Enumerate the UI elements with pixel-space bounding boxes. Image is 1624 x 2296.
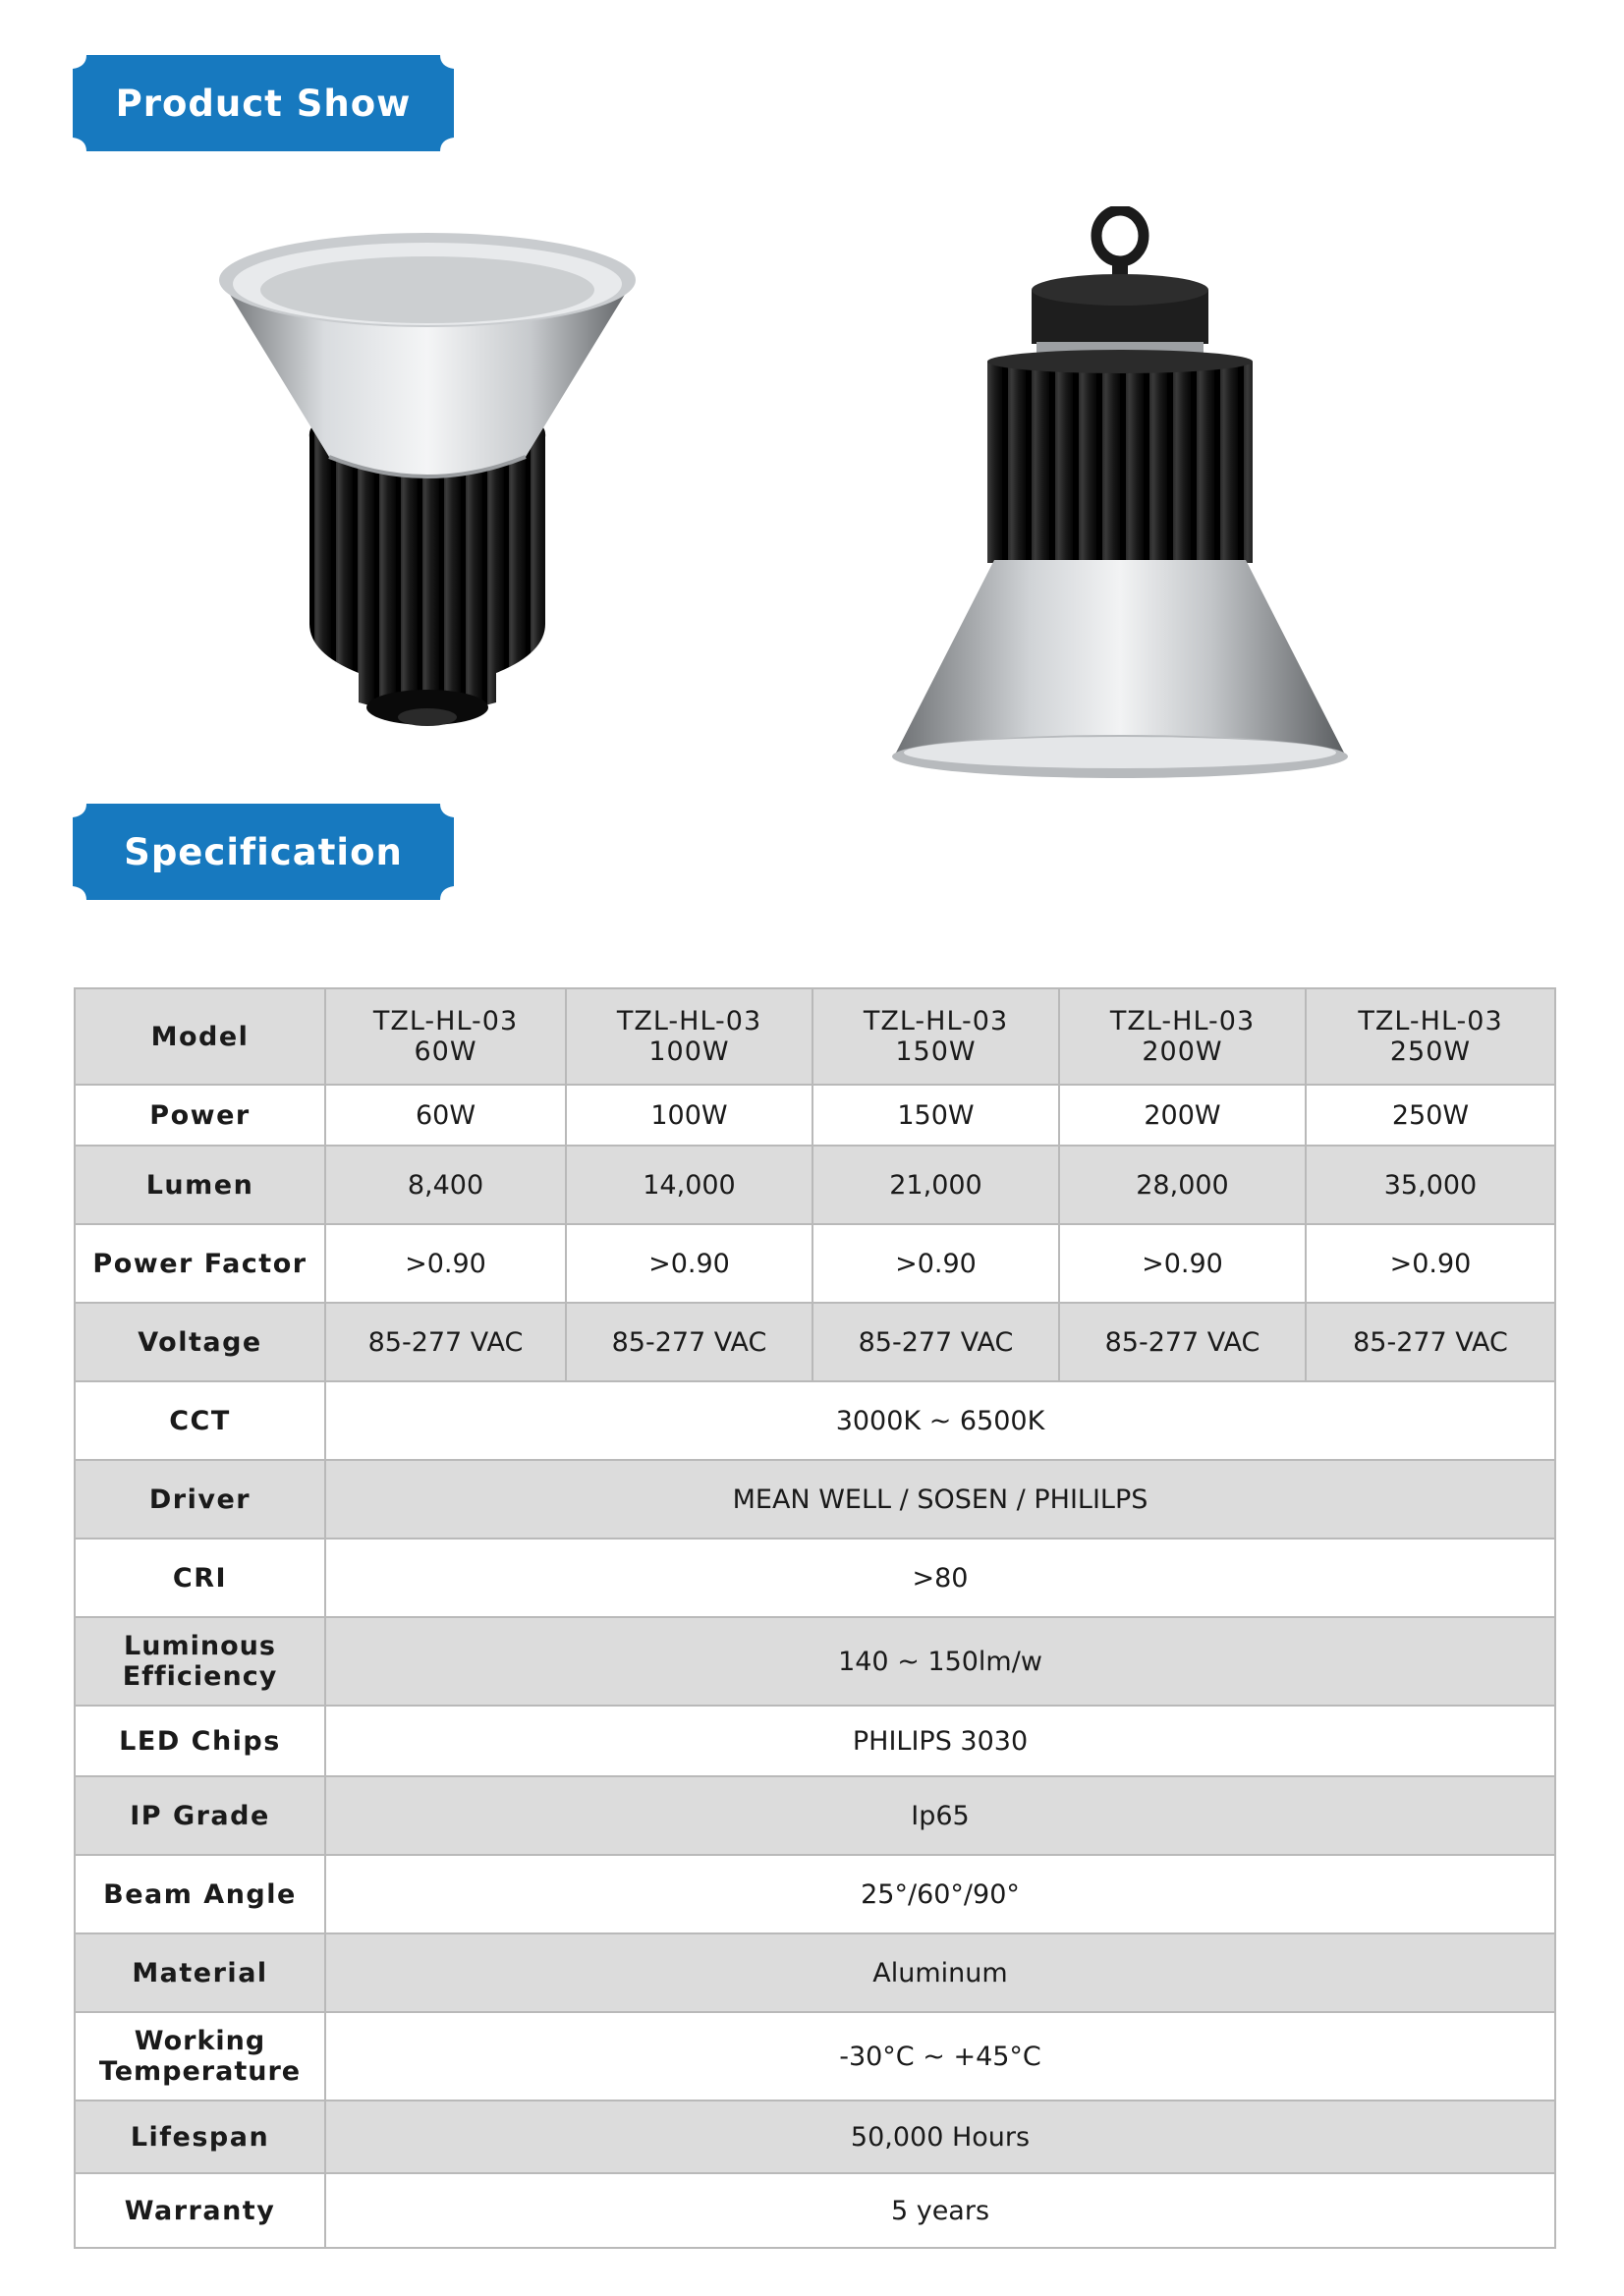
table-row-luminous-efficiency bbox=[75, 1617, 1555, 1706]
table-row-lumen bbox=[75, 1146, 1555, 1224]
table-row-warranty bbox=[75, 2173, 1555, 2248]
table-cell: 150W bbox=[812, 1085, 1059, 1146]
table-cell: 250W bbox=[1306, 1085, 1555, 1146]
table-cell-model: TZL-HL-03 100W bbox=[566, 988, 812, 1085]
table-row-power-factor bbox=[75, 1224, 1555, 1303]
row-label: Warranty bbox=[75, 2173, 325, 2248]
table-cell: >0.90 bbox=[1306, 1224, 1555, 1303]
table-cell: 14,000 bbox=[566, 1146, 812, 1224]
table-cell: 28,000 bbox=[1059, 1146, 1306, 1224]
table-cell: 85-277 VAC bbox=[1059, 1303, 1306, 1381]
specification-table bbox=[74, 987, 1556, 2249]
product-image-hanging bbox=[884, 206, 1356, 781]
row-label: Voltage bbox=[75, 1303, 325, 1381]
table-row-power bbox=[75, 1085, 1555, 1146]
row-label: Driver bbox=[75, 1460, 325, 1539]
table-cell: PHILIPS 3030 bbox=[325, 1706, 1555, 1776]
table-cell: 50,000 Hours bbox=[325, 2100, 1555, 2173]
table-cell: 35,000 bbox=[1306, 1146, 1555, 1224]
table-row-driver bbox=[75, 1460, 1555, 1539]
table-cell: 25°/60°/90° bbox=[325, 1855, 1555, 1933]
table-cell: >0.90 bbox=[566, 1224, 812, 1303]
row-label: Beam Angle bbox=[75, 1855, 325, 1933]
section-title-specification: Specification bbox=[124, 830, 403, 873]
product-show-banner bbox=[73, 55, 454, 151]
table-cell-model: TZL-HL-03 60W bbox=[325, 988, 566, 1085]
table-cell: 21,000 bbox=[812, 1146, 1059, 1224]
row-label: Luminous Efficiency bbox=[75, 1617, 325, 1706]
table-cell: 8,400 bbox=[325, 1146, 566, 1224]
table-row-working-temperature bbox=[75, 2012, 1555, 2100]
table-cell: 5 years bbox=[325, 2173, 1555, 2248]
row-label: Lifespan bbox=[75, 2100, 325, 2173]
table-cell: Ip65 bbox=[325, 1776, 1555, 1855]
table-cell: 85-277 VAC bbox=[566, 1303, 812, 1381]
table-cell: 85-277 VAC bbox=[325, 1303, 566, 1381]
table-row-cri bbox=[75, 1539, 1555, 1617]
table-cell-model: TZL-HL-03 250W bbox=[1306, 988, 1555, 1085]
table-cell: 85-277 VAC bbox=[1306, 1303, 1555, 1381]
table-cell-model: TZL-HL-03 150W bbox=[812, 988, 1059, 1085]
table-row-voltage bbox=[75, 1303, 1555, 1381]
row-label: CRI bbox=[75, 1539, 325, 1617]
table-cell: 3000K ~ 6500K bbox=[325, 1381, 1555, 1460]
section-title-product-show: Product Show bbox=[115, 82, 412, 125]
table-cell: 140 ~ 150lm/w bbox=[325, 1617, 1555, 1706]
table-cell: 200W bbox=[1059, 1085, 1306, 1146]
row-label: Working Temperature bbox=[75, 2012, 325, 2100]
table-row-lifespan bbox=[75, 2100, 1555, 2173]
row-label: Power bbox=[75, 1085, 325, 1146]
specification-banner bbox=[73, 804, 454, 900]
row-label: IP Grade bbox=[75, 1776, 325, 1855]
table-cell: >80 bbox=[325, 1539, 1555, 1617]
table-cell: 60W bbox=[325, 1085, 566, 1146]
table-row-cct bbox=[75, 1381, 1555, 1460]
row-label: CCT bbox=[75, 1381, 325, 1460]
table-cell: Aluminum bbox=[325, 1933, 1555, 2012]
table-row-ip-grade bbox=[75, 1776, 1555, 1855]
table-cell: >0.90 bbox=[1059, 1224, 1306, 1303]
row-label: Lumen bbox=[75, 1146, 325, 1224]
table-row-model bbox=[75, 988, 1555, 1085]
table-row-material bbox=[75, 1933, 1555, 2012]
table-cell: -30°C ~ +45°C bbox=[325, 2012, 1555, 2100]
product-image-reflector-up bbox=[201, 211, 653, 737]
table-cell: 85-277 VAC bbox=[812, 1303, 1059, 1381]
row-label: Material bbox=[75, 1933, 325, 2012]
table-cell-model: TZL-HL-03 200W bbox=[1059, 988, 1306, 1085]
table-cell: >0.90 bbox=[325, 1224, 566, 1303]
table-cell: >0.90 bbox=[812, 1224, 1059, 1303]
table-cell: MEAN WELL / SOSEN / PHILILPS bbox=[325, 1460, 1555, 1539]
row-label: Model bbox=[75, 988, 325, 1085]
table-row-led-chips bbox=[75, 1706, 1555, 1776]
row-label: Power Factor bbox=[75, 1224, 325, 1303]
table-cell: 100W bbox=[566, 1085, 812, 1146]
row-label: LED Chips bbox=[75, 1706, 325, 1776]
table-row-beam-angle bbox=[75, 1855, 1555, 1933]
